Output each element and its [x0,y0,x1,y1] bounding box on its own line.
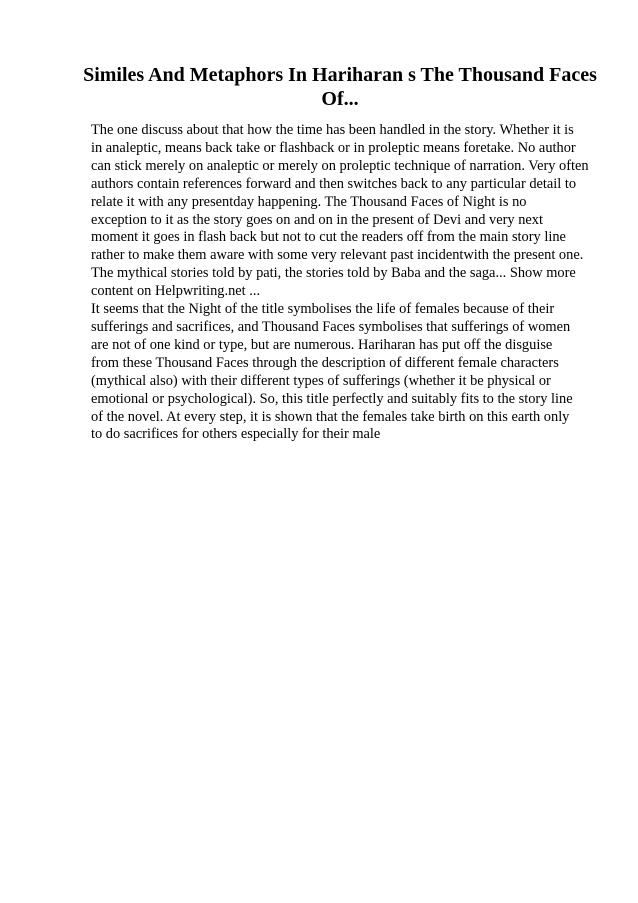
title-line: Similes And Metaphors In Hariharan s The Thousand Faces [83,64,597,86]
text-line: It seems that the Night of the title symbolises the life of females because of their [91,301,555,318]
text-line: sufferings and sacrifices, and Thousand Faces symbolises that sufferings of women [91,318,571,335]
text-line: relate it with any presentday happening. The Thousand Faces of Night is no [91,193,527,210]
body-text [91,122,611,444]
page-title [80,63,600,111]
text-line: The mythical stories told by pati, the stories told by Baba and the saga... Show more [91,265,576,282]
text-line: rather to make them aware with some very relevant past incidentwith the present one. [91,247,584,264]
text-line: to do sacrifices for others especially for their male [91,426,381,443]
text-line: from these Thousand Faces through the description of different female characters [91,354,559,371]
paragraph-2 [91,301,611,444]
text-line: in analeptic, means back take or flashback or in proleptic means foretake. No author [91,139,576,156]
paragraph-1 [91,122,611,301]
text-line: content on Helpwriting.net ... [91,283,261,300]
text-line: emotional or psychological). So, this title perfectly and suitably fits to the story line [91,390,573,407]
text-line: The one discuss about that how the time has been handled in the story. Whether it is [91,122,574,138]
text-line: authors contain references forward and then switches back to any particular detail to [91,175,577,192]
text-line: can stick merely on analeptic or merely on proleptic technique of narration. Very often [91,157,589,174]
text-line: of the novel. At every step, it is shown that the females take birth on this earth only [91,408,570,425]
title-line: Of... [321,88,359,110]
text-line: (mythical also) with their different types of sufferings (whether it be physical or [91,372,551,389]
text-line: are not of one kind or type, but are numerous. Hariharan has put off the disguise [91,336,553,353]
text-line: moment it goes in flash back but not to cut the readers off from the main story line [91,229,566,246]
text-line: exception to it as the story goes on and on in the present of Devi and very next [91,211,543,228]
